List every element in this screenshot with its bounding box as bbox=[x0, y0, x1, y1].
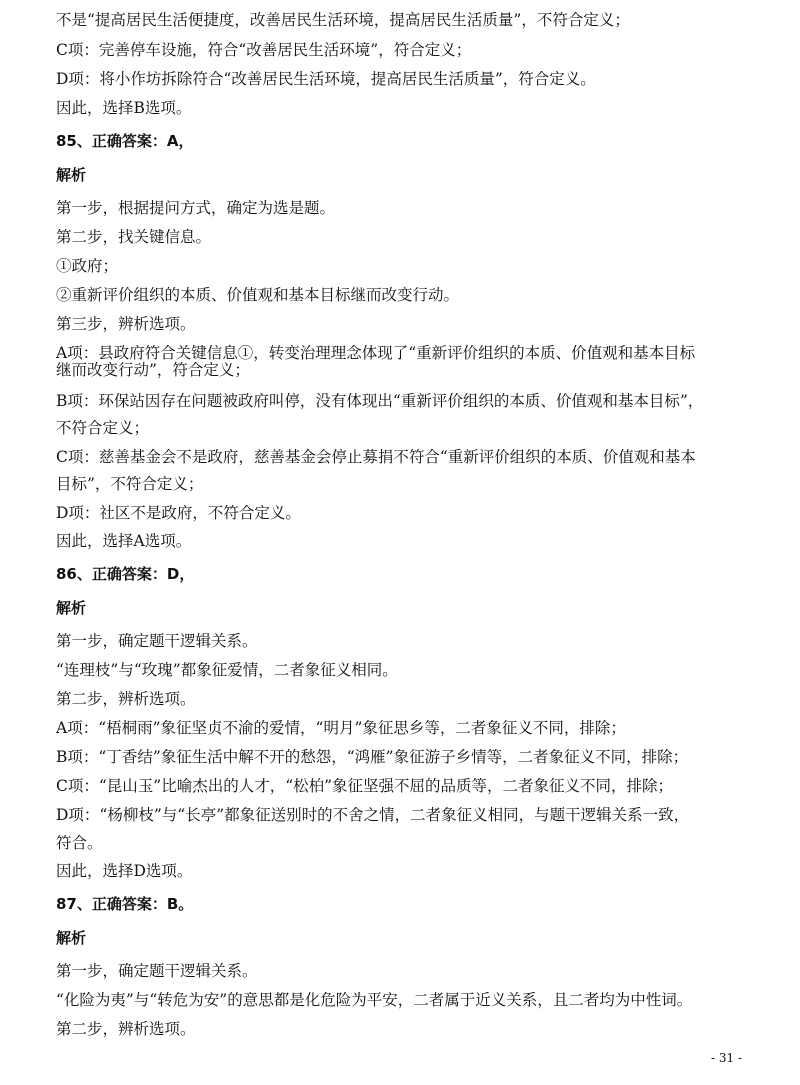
analysis-heading: 解析 bbox=[56, 166, 87, 184]
page-number: - 31 - bbox=[710, 1051, 742, 1065]
text-line: D项：“杨柳枝”与“长亭”都象征送别时的不舍之情，二者象征义相同，与题干逻辑关系一致， bbox=[56, 806, 690, 824]
text-line: 不是“提高居民生活便捷度，改善居民生活环境，提高居民生活质量”，不符合定义； bbox=[56, 11, 630, 29]
answer-heading-87: 87、正确答案：B。 bbox=[56, 895, 194, 913]
text-line: 第二步，辨析选项。 bbox=[56, 690, 196, 708]
analysis-heading: 解析 bbox=[56, 929, 87, 947]
text-line: D项：将小作坊拆除符合“改善居民生活环境，提高居民生活质量”，符合定义。 bbox=[56, 70, 596, 88]
text-line: 目标”，不符合定义； bbox=[56, 475, 204, 493]
text-line: 因此，选择B选项。 bbox=[56, 99, 192, 117]
text-line: 第一步，确定题干逻辑关系。 bbox=[56, 962, 258, 980]
text-line: 因此，选择D选项。 bbox=[56, 862, 193, 880]
text-line: A项：县政府符合关键信息①，转变治理理念体现了“重新评价组织的本质、价值观和基本目标 bbox=[56, 344, 696, 362]
text-line: D项：社区不是政府，不符合定义。 bbox=[56, 504, 301, 522]
text-line: 第二步，找关键信息。 bbox=[56, 228, 212, 246]
text-line: 第二步，辨析选项。 bbox=[56, 1020, 196, 1038]
answer-heading-85: 85、正确答案：A， bbox=[56, 132, 194, 150]
text-line: 因此，选择A选项。 bbox=[56, 532, 192, 550]
text-line: C项：完善停车设施，符合“改善居民生活环境”，符合定义； bbox=[56, 41, 472, 59]
text-line: 继而改变行动”，符合定义； bbox=[56, 361, 250, 379]
text-line: 第三步，辨析选项。 bbox=[56, 315, 196, 333]
text-line: “化险为夷”与“转危为安”的意思都是化危险为平安，二者属于近义关系，且二者均为中性词。 bbox=[56, 991, 693, 1009]
text-line: C项：慈善基金会不是政府，慈善基金会停止募捐不符合“重新评价组织的本质、价值观和基本 bbox=[56, 448, 696, 466]
answer-heading-86: 86、正确答案：D， bbox=[56, 565, 195, 583]
text-line: 符合。 bbox=[56, 834, 103, 852]
analysis-heading: 解析 bbox=[56, 599, 87, 617]
text-line: ①政府； bbox=[56, 257, 119, 275]
text-line: 不符合定义； bbox=[56, 419, 150, 437]
text-line: ②重新评价组织的本质、价值观和基本目标继而改变行动。 bbox=[56, 286, 460, 304]
text-line: B项：“丁香结”象征生活中解不开的愁怨，“鸿雁”象征游子乡情等，二者象征义不同，排除； bbox=[56, 748, 689, 766]
text-line: 第一步，根据提问方式，确定为选是题。 bbox=[56, 199, 336, 217]
text-line: “连理枝”与“玫瑰”都象征爱情，二者象征义相同。 bbox=[56, 661, 398, 679]
text-line: C项：“昆山玉”比喻杰出的人才，“松柏”象征坚强不屈的品质等，二者象征义不同，排除； bbox=[56, 777, 674, 795]
text-line: A项：“梧桐雨”象征坚贞不渝的爱情，“明月”象征思乡等，二者象征义不同，排除； bbox=[56, 719, 626, 737]
text-line: 第一步，确定题干逻辑关系。 bbox=[56, 632, 258, 650]
text-line: B项：环保站因存在问题被政府叫停，没有体现出“重新评价组织的本质、价值观和基本目标”， bbox=[56, 392, 704, 410]
